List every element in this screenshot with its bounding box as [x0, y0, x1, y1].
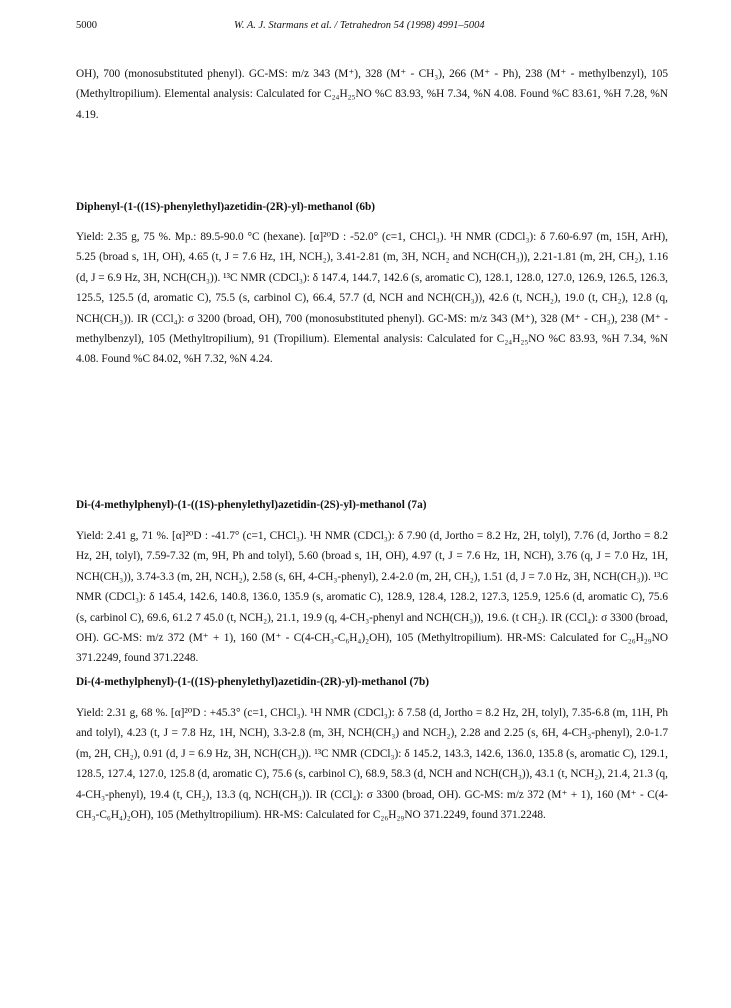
page-header: [76, 20, 668, 36]
compound-body-7a: Yield: 2.41 g, 71 %. [α]²⁰D : -41.7° (c=1, CHCl₃). ¹H NMR (CDCl₃): δ 7.90 (d, Jortho = 8.2 Hz, 2H, tolyl), 7.76 (d, Jortho = 8.2 Hz, 2H, tolyl), 7.59-7.32 (m, 9H, Ph and tolyl), 5.60 (broad s, 1H, OH), 4.97 (t, J = 7.6 Hz, 1H, NCH), 3.76 (q, J = 7.0 Hz, 1H, NCH(CH₃)), 3.74-3.3 (m, 2H, NCH₂), 2.58 (s, 6H, 4-CH₃-phenyl), 2.4-2.0 (m, 2H, CH₂), 1.51 (d, J = 7.0 Hz, 3H, NCH(CH₃)). ¹³C NMR (CDCl₃): δ 145.4, 142.6, 140.8, 136.0, 135.9 (s, aromatic C), 128.9, 128.4, 128.2, 127.3, 125.9, 125.6 (d, aromatic C), 75.6 (s, carbinol C), 69.6, 61.2 7 45.0 (t, NCH₂), 21.1, 19.9 (q, 4-CH₃-phenyl and NCH(CH₃)), 19.6. (t CH₂). IR (CCl₄): σ 3300 (broad, OH). GC-MS: m/z 372 (M⁺ + 1), 160 (M⁺ - C(4-CH₃-C₆H₄)₂OH), 105 (Methyltropilium). HR-MS: Calculated for C₂₆H₂₉NO 371.2249, found 371.2248.: [76, 530, 668, 665]
compound-title-6b: Diphenyl-(1-((1S)-phenylethyl)azetidin-(2R)-yl)-methanol (6b): [76, 201, 376, 213]
compound-title-7a: Di-(4-methylphenyl)-(1-((1S)-phenylethyl)azetidin-(2S)-yl)-methanol (7a): [76, 499, 427, 511]
compound-body-7b: Yield: 2.31 g, 68 %. [α]²⁰D : +45.3° (c=1, CHCl₃). ¹H NMR (CDCl₃): δ 7.58 (d, Jortho = 8.2 Hz, 2H, tolyl), 7.35-6.8 (m, 11H, Ph and tolyl), 4.23 (t, J = 7.8 Hz, 1H, NCH), 3.3-2.8 (m, 3H, NCH(CH₃) and NCH₂), 2.28 and 2.25 (s, 6H, 4-CH₃-phenyl), 2.0-1.7 (m, 2H, CH₂), 0.91 (d, J = 6.9 Hz, 3H, NCH(CH₃)). ¹³C NMR (CDCl₃): δ 145.2, 143.3, 142.6, 136.0, 135.8 (s, aromatic C), 129.1, 128.5, 127.4, 127.0, 125.8 (d, aromatic C), 75.6 (s, carbinol C), 68.9, 58.3 (d, NCH and NCH(CH₃)), 43.1 (t, NCH₂), 21.4, 21.3 (q, 4-CH₃-phenyl), 19.4 (t, CH₂), 13.3 (q, NCH(CH₃)). IR (CCl₄): σ 3300 (broad, OH). GC-MS: m/z 372 (M⁺ + 1), 160 (M⁺ - C(4-CH₃-C₆H₄)₂OH), 105 (Methyltropilium). HR-MS: Calculated for C₂₆H₂₉NO 371.2249, found 371.2248.: [76, 707, 668, 822]
compound-body-6b: Yield: 2.35 g, 75 %. Mp.: 89.5-90.0 °C (hexane). [α]²⁰D : -52.0° (c=1, CHCl₃). ¹H NMR (CDCl₃): δ 7.60-6.97 (m, 15H, ArH), 5.25 (broad s, 1H, OH), 4.65 (t, J = 7.6 Hz, 1H, NCH₂), 3.41-2.81 (m, 3H, NCH₂ and NCH(CH₃)), 2.21-1.81 (m, 2H, CH₂), 1.16 (d, J = 6.9 Hz, 3H, NCH(CH₃)). ¹³C NMR (CDCl₃): δ 147.4, 144.7, 142.6 (s, aromatic C), 128.1, 128.0, 127.0, 126.9, 126.5, 126.3, 125.5, 125.5 (d, aromatic C), 75.5 (s, carbinol C), 66.4, 57.7 (d, NCH and NCH(CH₃)), 42.6 (t, NCH₂), 19.0 (t, CH₂), 12.8 (q, NCH(CH₃)). IR (CCl₄): σ 3200 (broad, OH), 700 (monosubstituted phenyl). GC-MS: m/z 343 (M⁺), 328 (M⁺ - CH₃), 238 (M⁺ - methylbenzyl), 105 (Methyltropilium), 91 (Tropilium). Elemental analysis: Calculated for C₂₄H₂₅NO %C 83.93, %H 7.34, %N 4.08. Found %C 84.02, %H 7.32, %N 4.24.: [76, 231, 668, 366]
continuation-paragraph: OH), 700 (monosubstituted phenyl). GC-MS: m/z 343 (M⁺), 328 (M⁺ - CH₃), 266 (M⁺ - Ph), 238 (M⁺ - methylbenzyl), 105 (Methyltropilium). Elemental analysis: Calculated for C₂₄H₂₅NO %C 83.93, %H 7.34, %N 4.08. Found %C 83.61, %H 7.28, %N 4.19.: [76, 68, 668, 121]
compound-title-7b: Di-(4-methylphenyl)-(1-((1S)-phenylethyl)azetidin-(2R)-yl)-methanol (7b): [76, 676, 429, 688]
page-number: 5000: [76, 20, 97, 31]
running-title: W. A. J. Starmans et al. / Tetrahedron 54 (1998) 4991–5004: [234, 20, 485, 31]
